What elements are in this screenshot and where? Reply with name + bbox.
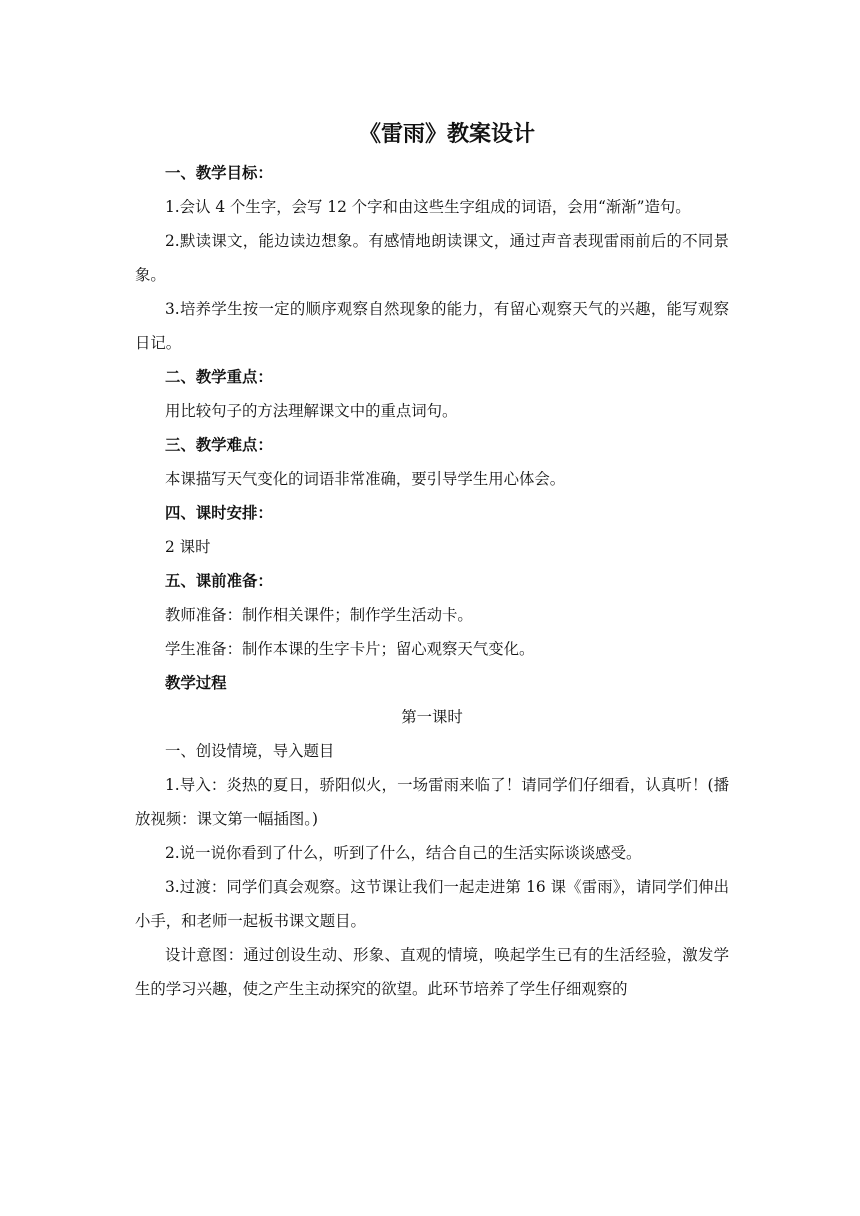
body-paragraph: 3.培养学生按一定的顺序观察自然现象的能力，有留心观察天气的兴趣，能写观察日记。 — [135, 300, 729, 352]
document-title: 《雷雨》教案设计 — [358, 122, 535, 147]
paragraph-list — [135, 156, 729, 1006]
body-paragraph: 设计意图：通过创设生动、形象、直观的情境，唤起学生已有的生活经验，激发学生的学习兴趣，使之产生主动探究的欲望。此环节培养了学生仔细观察的 — [135, 946, 729, 998]
body-paragraph: 教师准备：制作相关课件；制作学生活动卡。 — [165, 606, 473, 624]
body-paragraph: 2.默读课文，能边读边想象。有感情地朗读课文，通过声音表现雷雨前后的不同景象。 — [135, 232, 729, 284]
body-paragraph: 用比较句子的方法理解课文中的重点词句。 — [165, 402, 458, 420]
body-paragraph: 本课描写天气变化的词语非常准确，要引导学生用心体会。 — [165, 470, 566, 488]
section-heading: 四、课时安排： — [165, 504, 273, 522]
section-heading: 二、教学重点： — [165, 368, 273, 386]
body-paragraph: 2.说一说你看到了什么，听到了什么，结合自己的生活实际谈谈感受。 — [165, 844, 642, 862]
body-paragraph: 2 课时 — [165, 538, 211, 556]
section-heading: 五、课前准备： — [165, 572, 273, 590]
lesson-subheading: 第一课时 — [401, 708, 463, 726]
document-body — [135, 118, 729, 1006]
body-paragraph: 一、创设情境，导入题目 — [165, 742, 335, 760]
section-heading: 三、教学难点： — [165, 436, 273, 454]
section-heading: 教学过程 — [165, 674, 227, 692]
section-heading: 一、教学目标： — [165, 164, 273, 182]
body-paragraph: 1.导入：炎热的夏日，骄阳似火，一场雷雨来临了！请同学们仔细看，认真听！(播放视频：课文第一幅插图。) — [135, 776, 729, 828]
body-paragraph: 3.过渡：同学们真会观察。这节课让我们一起走进第 16 课《雷雨》，请同学们伸出小手，和老师一起板书课文题目。 — [135, 878, 729, 930]
body-paragraph: 1.会认 4 个生字，会写 12 个字和由这些生字组成的词语，会用“渐渐”造句。 — [165, 198, 691, 216]
body-paragraph: 学生准备：制作本课的生字卡片；留心观察天气变化。 — [165, 640, 535, 658]
